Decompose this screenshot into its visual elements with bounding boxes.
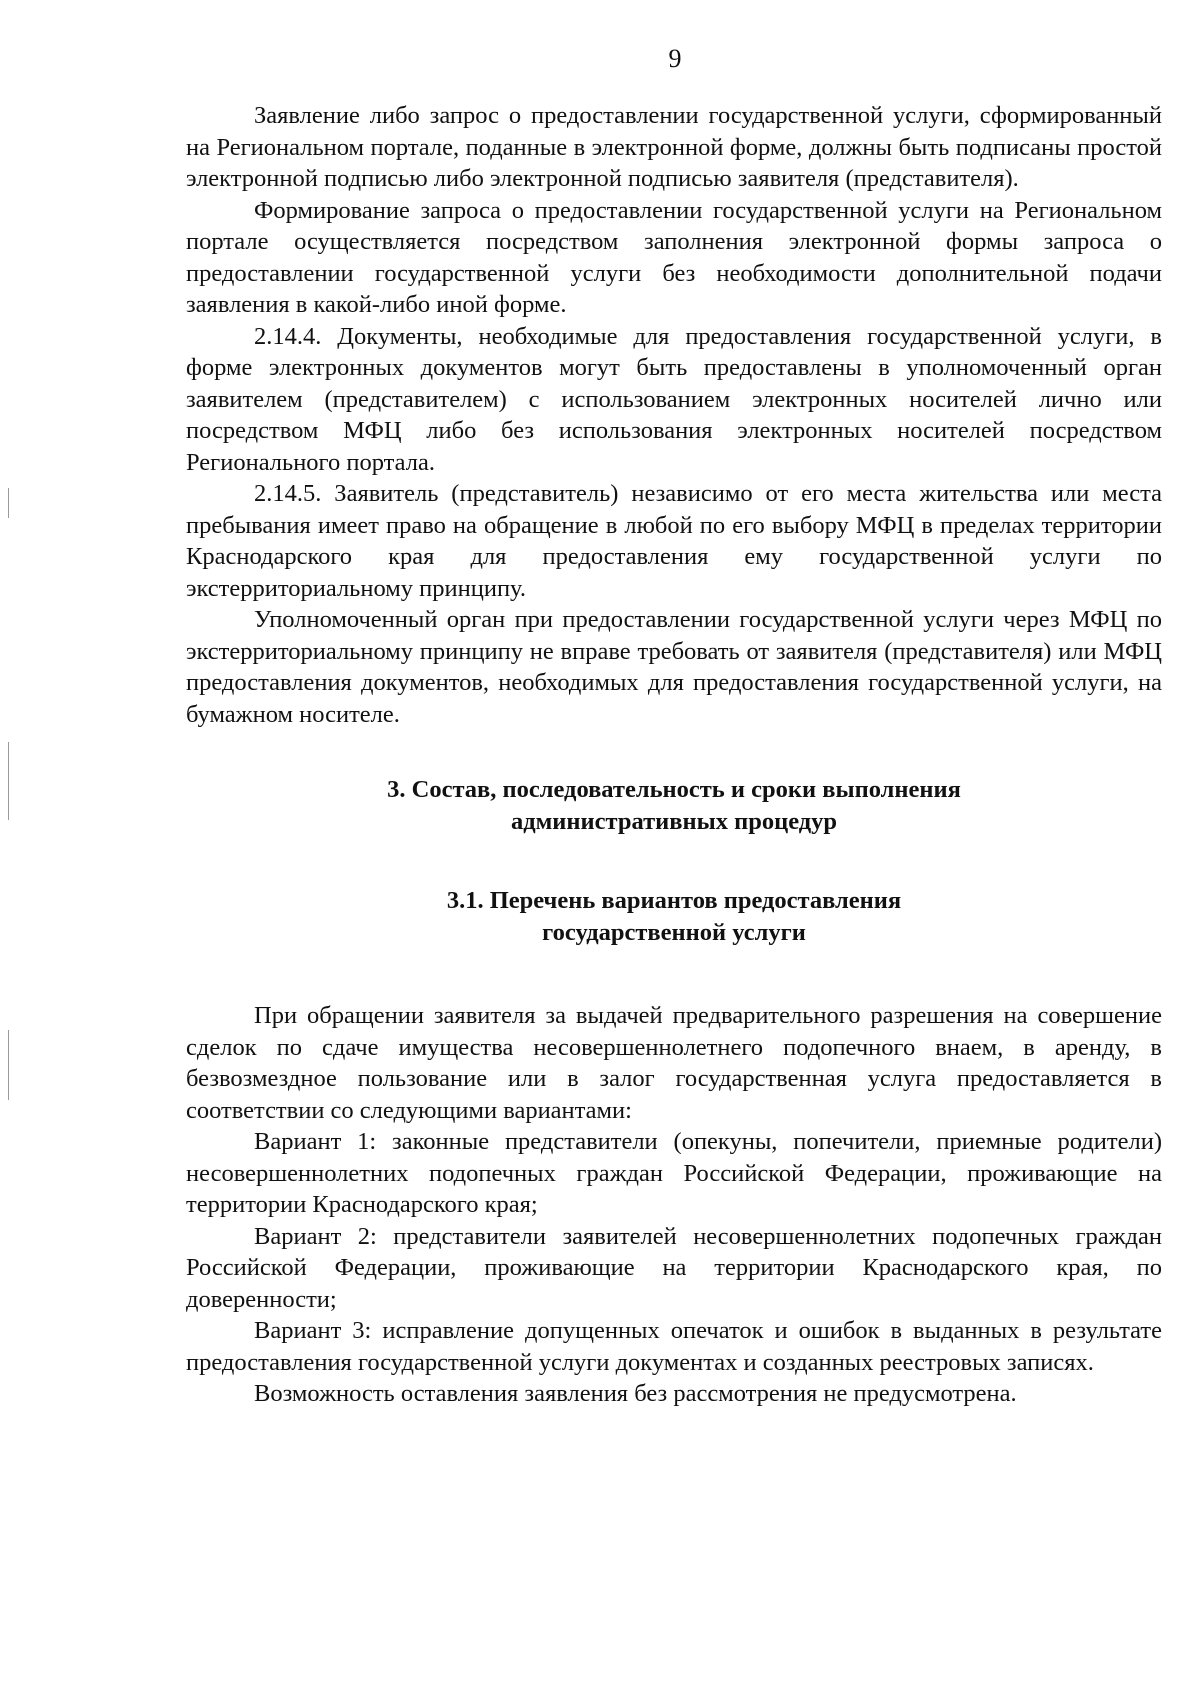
paragraph: При обращении заявителя за выдачей предварительного разрешения на совершение сделок по сдаче имущества несовершеннолетнего подопечного внаем, в аренду, в безвозмездное пользование или в залог государственная услуга предоставляется в соответствии со следующими вариантами: xyxy=(186,1002,1162,1124)
paragraph: Вариант 2: представители заявителей несовершеннолетних подопечных граждан Российской Федерации, проживающие на территории Краснодарского края, по доверенности; xyxy=(186,1222,1162,1313)
paragraph: Уполномоченный орган при предоставлении государственной услуги через МФЦ по экстерриториальному принципу не вправе требовать от заявителя (представителя) или МФЦ предоставления документов, необходимых для предоставления государственной услуги, на бумажном носителе. xyxy=(186,606,1162,728)
paragraph: Вариант 1: законные представители (опекуны, попечители, приемные родители) несовершеннолетних подопечных граждан Российской Федерации, проживающие на территории Краснодарского края; xyxy=(186,1128,1162,1218)
section-heading-line: 3. Состав, последовательность и сроки выполнения xyxy=(387,776,961,803)
scan-artifact-line xyxy=(8,1030,9,1100)
paragraph: 2.14.5. Заявитель (представитель) независимо от его места жительства или места пребывания имеет право на обращение в любой по его выбору МФЦ в пределах территории Краснодарского края для предоставления ему государственной услуги по экстерриториальному принципу. xyxy=(186,480,1162,602)
paragraph: Возможность оставления заявления без рассмотрения не предусмотрена. xyxy=(254,1380,1017,1407)
document-body xyxy=(186,100,1162,1410)
subsection-heading-line: государственной услуги xyxy=(542,918,806,946)
section-heading xyxy=(186,774,1162,837)
subsection-heading-line: 3.1. Перечень вариантов предоставления xyxy=(446,887,902,914)
scan-artifact-line xyxy=(8,742,9,820)
subsection-heading xyxy=(186,885,1162,948)
paragraph: Вариант 3: исправление допущенных опечаток и ошибок в выданных в результате предоставления государственной услуги документах и созданных реестровых записях. xyxy=(186,1317,1162,1376)
paragraph: Заявление либо запрос о предоставлении государственной услуги, сформированный на Региональном портале, поданные в электронной форме, должны быть подписаны простой электронной подписью либо электронной подписью заявителя (представителя). xyxy=(186,102,1162,192)
paragraph: Формирование запроса о предоставлении государственной услуги на Региональном портале осуществляется посредством заполнения электронной формы запроса о предоставлении государственной услуги без необходимости дополнительной подачи заявления в какой-либо иной форме. xyxy=(186,196,1162,318)
paragraph: 2.14.4. Документы, необходимые для предоставления государственной услуги, в форме электронных документов могут быть предоставлены в уполномоченный орган заявителем (представителем) с использованием электронных носителей лично или посредством МФЦ либо без использования электронных носителей посредством Регионального портала. xyxy=(186,322,1162,476)
section-heading-line: административных процедур xyxy=(510,807,838,835)
page-number: 9 xyxy=(668,44,682,73)
scan-artifact-line xyxy=(8,488,9,518)
